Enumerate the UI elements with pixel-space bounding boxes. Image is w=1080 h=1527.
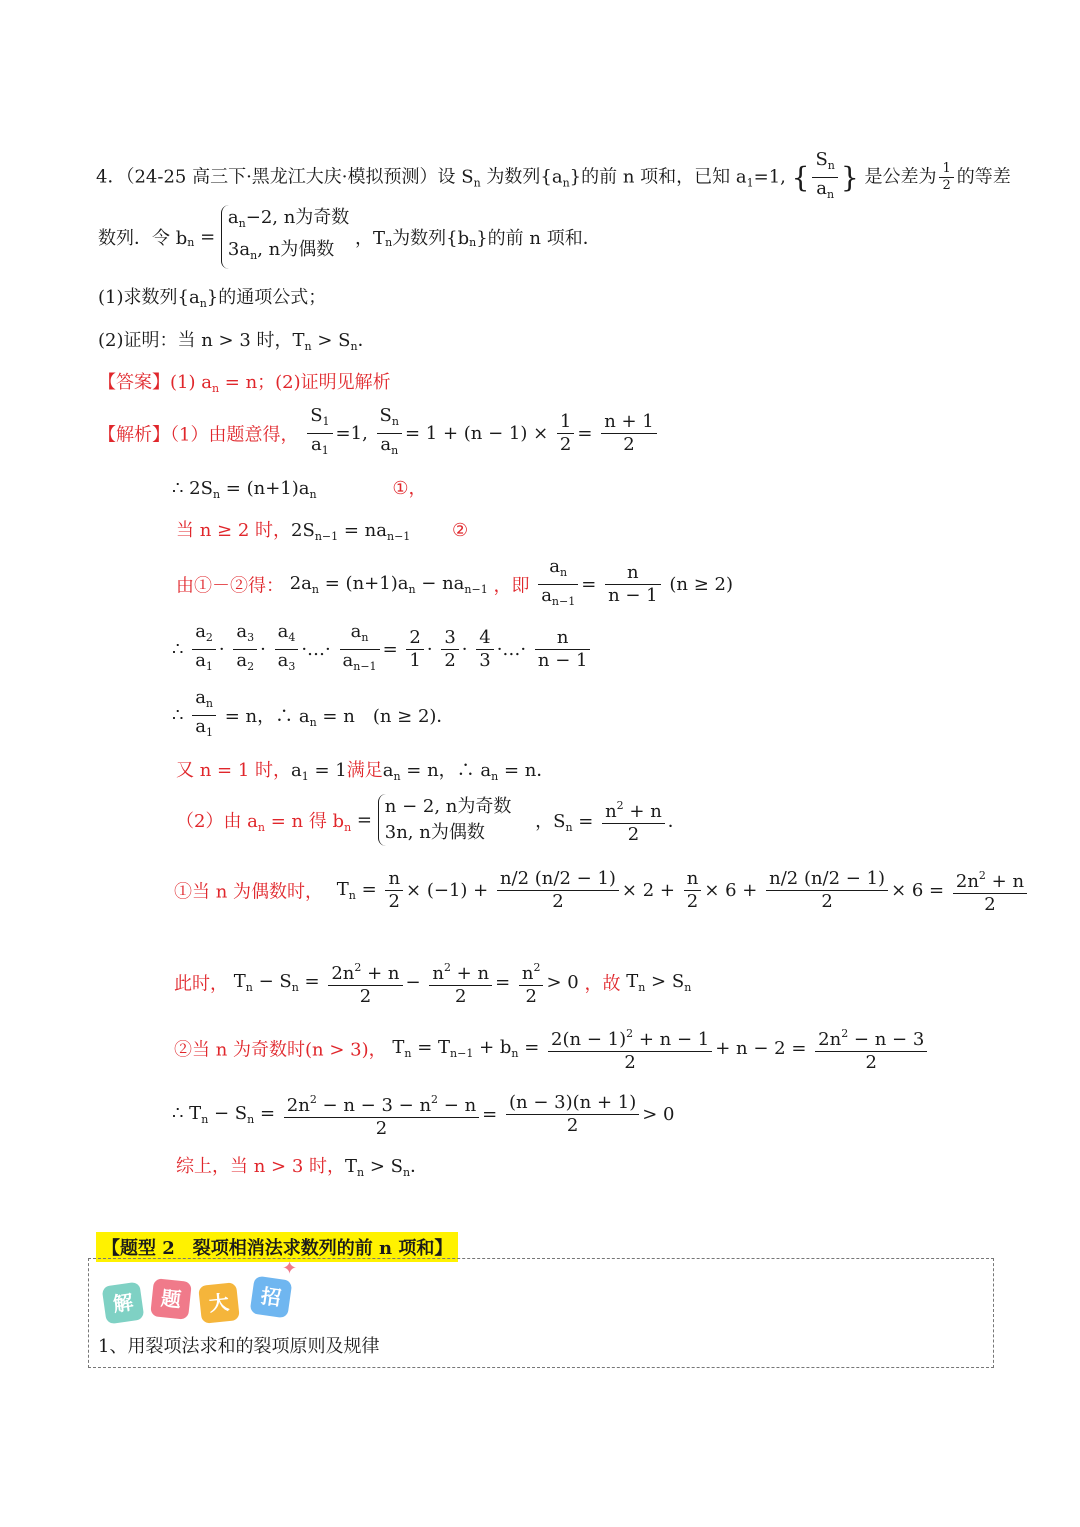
condition-text: 由①－②得： <box>176 575 284 597</box>
badge-jie: 解 <box>102 1282 145 1325</box>
condition-text: 又 n = 1 时， <box>176 760 292 781</box>
answer-text: (1) a <box>170 372 212 393</box>
solution-even-case: ①当 n 为偶数时， $T_n$ = $\frac{n}{2}$ × (−1) + $\frac{n/2 (n/2 - 1)}{2}$ × 2 + $\frac{n}{2}$ × 6 + $\frac{n/2 (n/2 - 1)}{2}$ × 6 = $\frac{2n^2 + n}{2}$ <box>174 866 1030 915</box>
fraction: $\frac{3}{2}$ <box>441 628 458 671</box>
equation: = n，∴ a <box>224 706 310 727</box>
fraction: $\frac{a_4}{a_3}$ <box>275 622 299 677</box>
problem-line-1: 4．（24-25 高三下·黑龙江大庆·模拟预测）设 $S_n$ 为数列$\{a_n\}$的前 n 项和，已知 $a_1=1$, { $\frac{S_n}{a_n}$ } 是公差为 $\frac{1}{2}$ 的等差 <box>96 150 1011 205</box>
solution-part2: （2）由 $a_n = n$ 得 $b_n = n - 2$, n为奇数 3n, n为偶数 ，$S_n$ = $\frac{n^2 + n}{2}$ ． <box>176 796 686 845</box>
fraction: $\frac{2n^2 - n - 3 - n^2 - n}{2}$ <box>284 1090 479 1139</box>
piecewise-bn: $a_n-2$, n为奇数 $3a_n$, n为偶数 <box>221 205 349 269</box>
fraction: $\frac{n/2 (n/2 - 1)}{2}$ <box>497 869 619 912</box>
answer-label: 【答案】 <box>98 372 170 393</box>
problem-text: 数列．令 b <box>98 228 188 249</box>
solution-line-1: 【解析】（1）由题意得， $\frac{S_1}{a_1}$ =1, $\frac{S_n}{a_n}$ = 1 + (n − 1) × $\frac{1}{2}$ = $\frac{n + 1}{2}$ <box>98 406 660 461</box>
sn-label: ，S <box>535 810 566 832</box>
equation: 2S <box>291 520 315 541</box>
piecewise-bn-2 <box>378 794 512 846</box>
fraction-half: $\frac{1}{2}$ <box>939 162 953 193</box>
problem-header: 4．（24-25 高三下·黑龙江大庆·模拟预测）设 S <box>96 166 474 188</box>
question-text: > S <box>311 330 351 351</box>
marker: ② <box>452 520 469 541</box>
fraction: $\frac{n}{2}$ <box>684 869 702 912</box>
solution-final: 综上，当 n > 3 时，$T_n > S_n$． <box>176 1156 429 1179</box>
solution-eq-4: ∴ $\frac{a_2}{a_1}$ · $\frac{a_3}{a_2}$ · $\frac{a_4}{a_3}$ ·…· $\frac{a_n}{a_{n-1}}$ = $\frac{2}{1}$ · $\frac{3}{2}$ · $\frac{4}{3}$ ·…· $\frac{n}{n - 1}$ <box>172 622 593 677</box>
equation: > S <box>364 1156 403 1177</box>
case-heading: ②当 n 为奇数时(n > 3)， <box>174 1039 387 1061</box>
fraction-sn-an: $\frac{S_n}{a_n}$ <box>812 150 837 205</box>
fraction: $\frac{a_n}{a_{n-1}}$ <box>340 622 380 677</box>
equation: T <box>345 1156 358 1177</box>
question-2: (2)证明：当 n > 3 时，$T_n > S_n$． <box>98 330 376 353</box>
fraction: $\frac{a_3}{a_2}$ <box>233 622 257 677</box>
marker: ①， <box>392 478 427 499</box>
part2-text: （2）由 a <box>176 810 258 832</box>
fraction: $\frac{n^2}{2}$ <box>519 958 544 1007</box>
question-1: (1)求数列$\{a_n\}$的通项公式； <box>98 287 327 310</box>
condition: (n ≥ 2) <box>669 574 733 595</box>
equation: = na <box>338 520 387 541</box>
fraction-n-n1: $\frac{n}{n - 1}$ <box>605 563 661 606</box>
problem-text: }的前 n 项和． <box>476 228 601 249</box>
sparkle-icon: ✦ <box>282 1258 298 1279</box>
question-text: }的通项公式； <box>206 287 327 308</box>
equation: ∴ 2S <box>172 478 213 499</box>
solution-eq-3: 由①－②得： $2a_n = (n+1)a_n - na_{n-1}$ ，即 $\frac{a_n}{a_{n-1}}$ = $\frac{n}{n - 1}$ (n ≥ 2) <box>176 557 733 612</box>
problem-text: 为数列{b <box>392 228 470 249</box>
equation: − na <box>415 573 465 594</box>
solution-text: （1）由题意得， <box>170 424 299 446</box>
equation: = (n+1)a <box>319 573 409 594</box>
problem-line-2: 数列．令 $b_n = a_n-2$, n为奇数 $3a_n$, n为偶数 ，$T_n$为数列$\{b_n\}$的前 n 项和． <box>98 205 601 269</box>
case-even: 3n, n为偶数 <box>384 822 485 843</box>
solution-even-compare: 此时， $T_n - S_n$ = $\frac{2n^2 + n}{2}$ − $\frac{n^2 + n}{2}$ = $\frac{n^2}{2}$ > 0 ，故 $T_n > S_n$ <box>174 958 691 1007</box>
fraction: $\frac{2(n - 1)^2 + n - 1}{2}$ <box>548 1024 712 1073</box>
answer-line: 【答案】(1) $a_n = n$；(2)证明见解析 <box>98 372 391 395</box>
problem-text: 的等差 <box>956 166 1011 188</box>
condition-text: 满足 <box>346 760 383 781</box>
equation: = n，∴ a <box>400 760 492 781</box>
condition-text: ，故 <box>584 973 621 995</box>
solution-eq-2: 当 n ≥ 2 时，$2S_{n-1} = na_{n-1}$ ② <box>176 520 469 543</box>
fraction: $\frac{n^2 + n}{2}$ <box>429 958 492 1007</box>
badge-zhao: 招 <box>250 1276 293 1319</box>
fraction-sn-an-2: $\frac{S_n}{a_n}$ <box>377 406 402 461</box>
problem-text: ，T <box>355 228 386 249</box>
solution-eq-6: 又 n = 1 时，$a_1 = 1$满足$a_n = n$，∴ $a_n = n$． <box>176 760 555 783</box>
solution-odd-compare: ∴ $T_n - S_n$ = $\frac{2n^2 - n - 3 - n^2 - n}{2}$ = $\frac{(n - 3)(n + 1)}{2}$ > 0 <box>172 1092 675 1139</box>
section-tag-text: 【题型 2 裂项相消法求数列的前 n 项和】 <box>96 1232 458 1262</box>
fraction: $\frac{4}{3}$ <box>476 628 493 671</box>
equation: = n (n ≥ 2)． <box>316 706 455 727</box>
question-text: (2)证明：当 n > 3 时，T <box>98 330 305 351</box>
equation: ． <box>410 1156 429 1177</box>
fraction: $\frac{(n - 3)(n + 1)}{2}$ <box>506 1093 639 1136</box>
badge-da: 大 <box>198 1282 240 1324</box>
fraction-n1-2: $\frac{n + 1}{2}$ <box>601 412 657 455</box>
fraction: $\frac{2n^2 + n}{2}$ <box>328 958 402 1007</box>
fraction-s1-a1: $\frac{S_1}{a_1}$ <box>307 406 332 461</box>
fraction: $\frac{a_n}{a_1}$ <box>192 688 216 743</box>
equation: = n． <box>498 760 555 781</box>
part2-text: = n 得 b <box>265 810 345 832</box>
condition-text: ，即 <box>493 575 530 597</box>
fraction-ratio: $\frac{a_n}{a_{n-1}}$ <box>538 557 578 612</box>
case-odd: a <box>227 207 239 228</box>
problem-text: 为数列{a <box>486 166 563 188</box>
equation: a <box>382 760 394 781</box>
fraction: $\frac{n}{n - 1}$ <box>535 628 591 671</box>
case-odd: n − 2, n为奇数 <box>384 796 512 817</box>
condition-text: 此时， <box>174 973 228 995</box>
case-odd-text: −2, n为奇数 <box>245 207 350 228</box>
case-heading: ①当 n 为偶数时， <box>174 881 324 903</box>
fraction: $\frac{2n^2 - n - 3}{2}$ <box>815 1024 927 1073</box>
solution-eq-1: ∴ $2S_n = (n+1)a_n$ ①， <box>172 478 427 501</box>
equation: = (n+1)a <box>220 478 310 499</box>
equation: = 1 <box>308 760 347 781</box>
problem-text: }的前 n 项和，已知 a <box>569 166 747 188</box>
badge-ti: 题 <box>150 1278 192 1320</box>
fraction: $\frac{a_2}{a_1}$ <box>192 622 216 677</box>
question-text: (1)求数列{a <box>98 287 200 308</box>
case-even-text: , n为偶数 <box>257 239 335 260</box>
solution-eq-5: ∴ $\frac{a_n}{a_1}$ = n，∴ $a_n = n$ (n ≥ 2)． <box>172 688 454 743</box>
equation: a <box>291 760 302 781</box>
fraction: $\frac{n}{2}$ <box>385 869 403 912</box>
solution-label: 【解析】 <box>98 424 170 446</box>
question-text: ． <box>357 330 376 351</box>
condition-text: 综上，当 n > 3 时， <box>176 1156 346 1177</box>
fraction-sn: $\frac{n^2 + n}{2}$ <box>602 796 665 845</box>
case-even: 3a <box>227 239 251 260</box>
condition-text: 当 n ≥ 2 时， <box>176 520 292 541</box>
tips-item-1: 1、用裂项法求和的裂项原则及规律 <box>98 1336 380 1357</box>
fraction: $\frac{2}{1}$ <box>406 628 423 671</box>
fraction: $\frac{2n^2 + n}{2}$ <box>953 866 1027 915</box>
answer-text: = n；(2)证明见解析 <box>219 372 391 393</box>
equation: 2a <box>289 573 312 594</box>
problem-text: =1, <box>753 166 786 188</box>
fraction: $\frac{n/2 (n/2 - 1)}{2}$ <box>766 869 888 912</box>
solution-odd-case: ②当 n 为奇数时(n > 3)， $T_n = T_{n-1} + b_n$ = $\frac{2(n - 1)^2 + n - 1}{2}$ + n − 2 = $\frac{2n^2 - n - 3}{2}$ <box>174 1024 930 1073</box>
fraction-half-2: $\frac{1}{2}$ <box>557 412 574 455</box>
problem-text: 是公差为 <box>864 166 937 188</box>
